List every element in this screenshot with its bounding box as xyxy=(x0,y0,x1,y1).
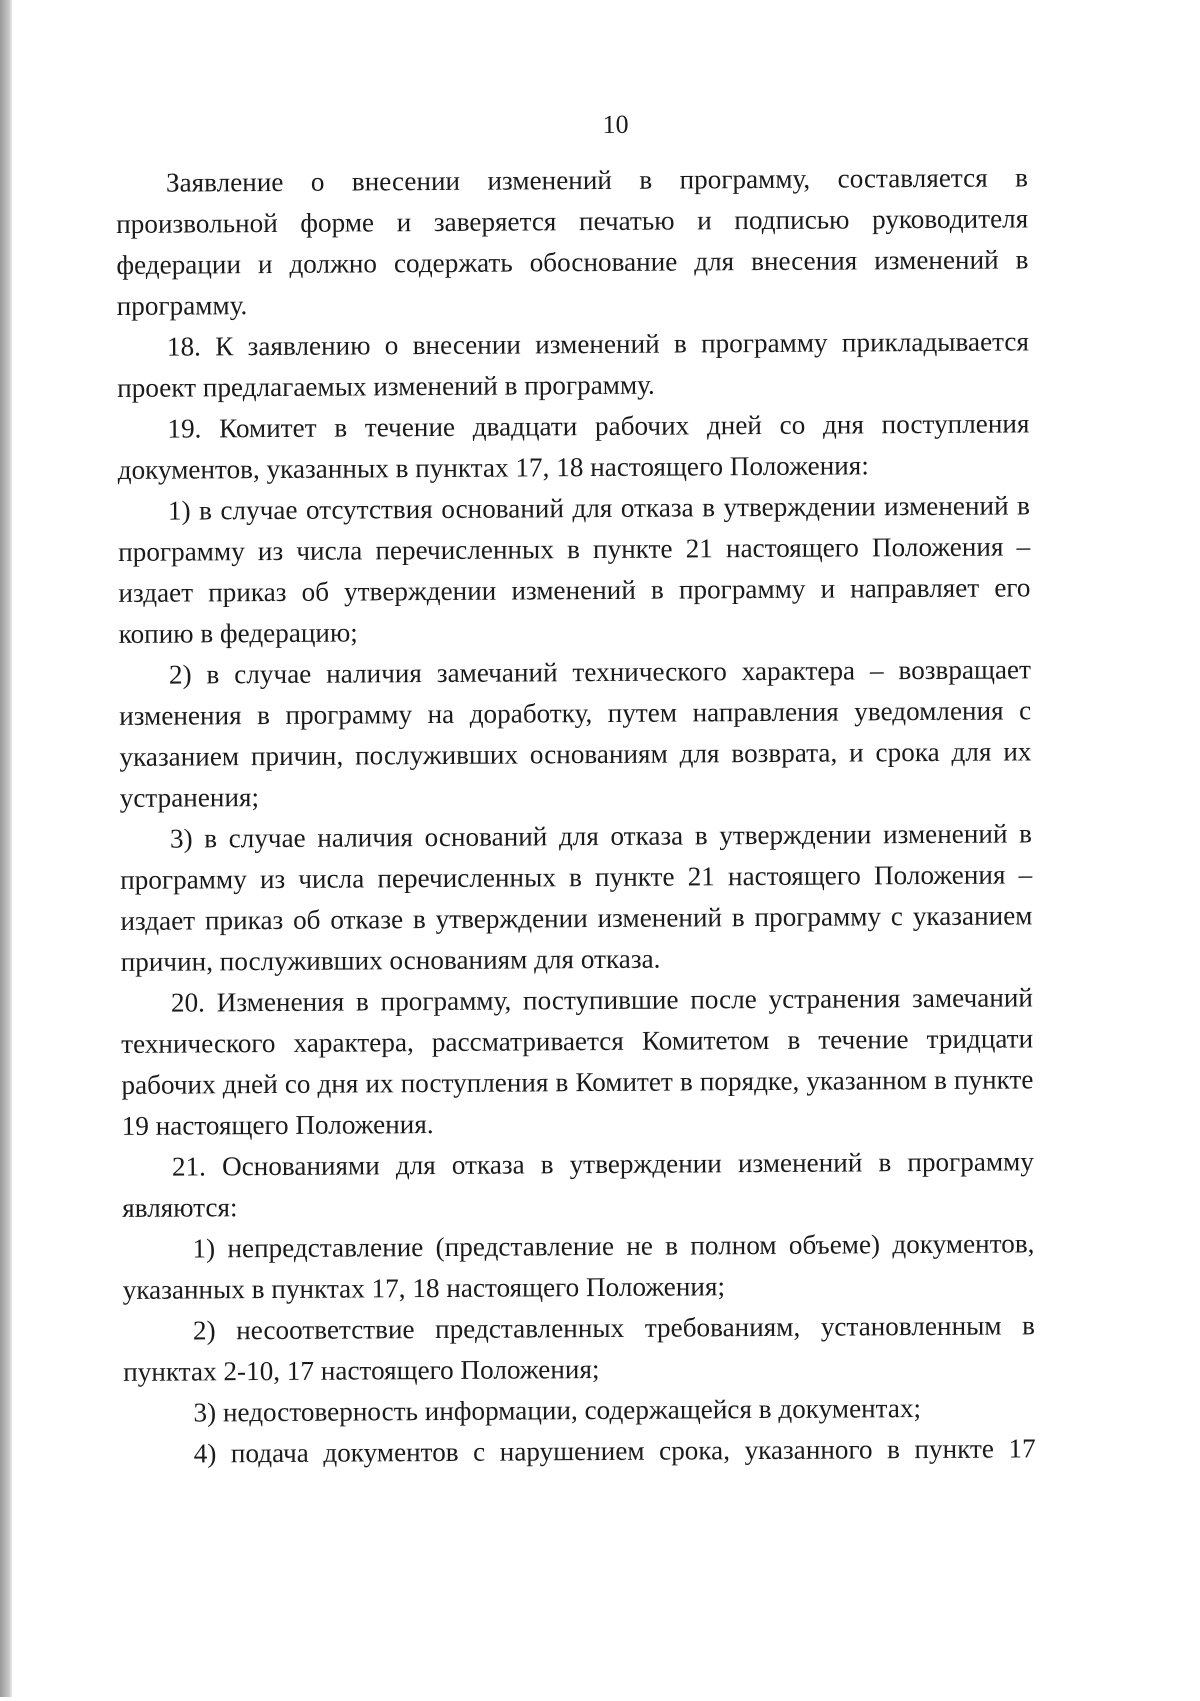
document-body xyxy=(116,157,1036,1475)
paragraph-19-item-2: 2) в случае наличия замечаний технического характера – возвращает изменения в программу на доработку, путем направления уведомления с указанием причин, послуживших основаниям для возврата, и срока для их устранения; xyxy=(119,654,1032,813)
paragraph-21: 21. Основаниями для отказа в утверждении изменений в программу являются: xyxy=(122,1146,1035,1223)
paragraph-21-item-4: 4) подача документов с нарушением срока, указанного в пункте 17 xyxy=(193,1433,1036,1469)
page-number: 10 xyxy=(602,109,629,139)
paragraph-20: 20. Изменения в программу, поступившие после устранения замечаний технического характера, рассматривается Комитетом в течение тридцати рабочих дней со дня их поступления в Комитет в порядке, указанном в пункте 19 настоящего Положения. xyxy=(121,982,1034,1141)
paragraph-19-item-3: 3) в случае наличия оснований для отказа в утверждении изменений в программу из числа перечисленных в пункте 21 настоящего Положения – издает приказ об отказе в утверждении изменений в программу с указанием причин, послуживших основаниям для отказа. xyxy=(120,818,1033,977)
paragraph-21-item-3: 3) недостоверность информации, содержащейся в документах; xyxy=(193,1393,922,1428)
paragraph-19: 19. Комитет в течение двадцати рабочих дней со дня поступления документов, указанных в пунктах 17, 18 настоящего Положения: xyxy=(117,408,1030,485)
paragraph-19-item-1: 1) в случае отсутствия оснований для отказа в утверждении изменений в программу из числа перечисленных в пункте 21 настоящего Положения – издает приказ об утверждении изменений в программу и направляет его копию в федерацию; xyxy=(118,490,1031,649)
paragraph-application-form: Заявление о внесении изменений в программу, составляется в произвольной форме и заверяется печатью и подписью руководителя федерации и должно содержать обоснование для внесения изменений в программу. xyxy=(116,162,1029,321)
paragraph-21-item-2: 2) несоответствие представленных требованиям, установленным в пунктах 2-10, 17 настоящего Положения; xyxy=(123,1310,1036,1387)
paragraph-21-item-1: 1) непредставление (представление не в полном объеме) документов, указанных в пунктах 17, 18 настоящего Положения; xyxy=(122,1228,1035,1305)
paragraph-18: 18. К заявлению о внесении изменений в программу прикладывается проект предлагаемых изменений в программу. xyxy=(117,326,1030,403)
